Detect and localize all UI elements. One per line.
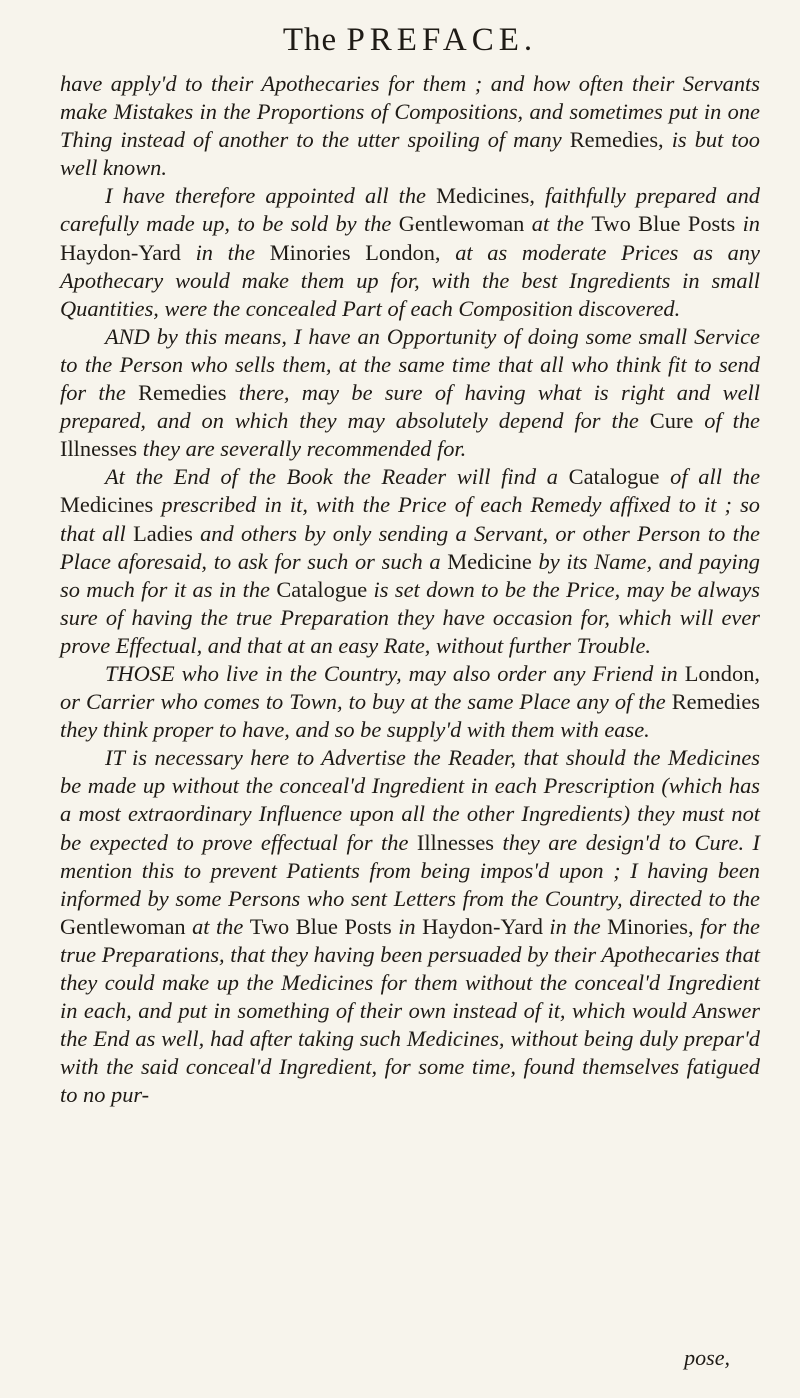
roman-text: Illnesses: [416, 829, 494, 855]
italic-text: at as moderate Prices as any Apothecary would make them up for, with the best Ingredients in small Quantities, were the concealed Part of each Composition discovered.: [60, 239, 760, 321]
italic-text: is but too well known.: [60, 127, 760, 181]
paragraph: [60, 660, 760, 744]
paragraph: [60, 182, 760, 322]
italic-text: prescribed in it, with the Price of each Remedy affixed to it ; so that all: [60, 492, 760, 546]
italic-text: for the true Preparations, that they having been persuaded by their Apothecaries that they could make up the Medicines for them without the conceal'd Ingredient in each, and put in something of their own instead of it, which would Answer the End as well, had after taking such Medicines, without being duly prepar'd with the said conceal'd Ingredient, for some time, found themselves fatigued to no pur-: [60, 913, 760, 1108]
roman-text: Remedies: [138, 380, 227, 406]
roman-text: Remedies: [671, 689, 760, 715]
paragraph: [60, 70, 760, 182]
italic-text: by its Name, and paying so much for it as in the: [60, 548, 760, 602]
roman-text: Cure: [649, 408, 694, 434]
body-text: [60, 70, 760, 1109]
italic-text: in: [391, 913, 423, 939]
italic-text: they are design'd to Cure. I mention this to prevent Patients from being impos'd upon ; I having been informed by some Persons who sent Letters from the Country, directed to the: [60, 829, 760, 911]
running-header: [60, 14, 760, 66]
page: [60, 14, 760, 1384]
roman-text: Haydon-Yard: [422, 913, 543, 939]
paragraph: [60, 463, 760, 660]
paragraph: [60, 323, 760, 463]
italic-text: they are severally recommended for.: [137, 436, 467, 462]
paragraph: [60, 744, 760, 1109]
roman-text: Catalogue: [276, 576, 368, 602]
italic-text: and others by only sending a Servant, or other Person to the Place aforesaid, to ask for such or such a: [60, 520, 760, 574]
italic-text: at the: [524, 211, 592, 237]
italic-text: have apply'd to their Apothecaries for them ; and how often their Servants make Mistakes in the Proportions of Compositions, and sometimes put in one Thing instead of another to the utter spoiling of many: [60, 71, 760, 153]
italic-text: of the: [693, 408, 760, 434]
italic-text: THOSE who live in the Country, may also order any Friend in: [105, 660, 685, 686]
roman-text: London,: [684, 660, 760, 686]
roman-text: Minories,: [607, 913, 694, 939]
roman-text: Catalogue: [568, 464, 660, 490]
italic-text: I have therefore appointed all the: [105, 183, 437, 209]
italic-text: they think proper to have, and so be supply'd with them with ease.: [60, 717, 650, 743]
italic-text: of all the: [659, 464, 761, 490]
italic-text: or Carrier who comes to Town, to buy at the same Place any of the: [60, 689, 672, 715]
header-prefix: The: [282, 22, 338, 58]
italic-text: in the: [180, 239, 270, 265]
roman-text: Medicine: [447, 548, 532, 574]
roman-text: Two Blue Posts: [591, 211, 736, 237]
italic-text: in the: [542, 913, 608, 939]
italic-text: IT is necessary here to Advertise the Reader, that should the Medicines be made up without the conceal'd Ingredient in each Prescription (which has a most extraordinary Influence upon all the other Ingredients) they must not be expected to prove effectual for the: [60, 745, 760, 855]
italic-text: faithfully prepared and carefully made up, to be sold by the: [60, 183, 761, 237]
roman-text: Minories London,: [269, 239, 441, 265]
roman-text: Illnesses: [60, 436, 138, 462]
roman-text: Two Blue Posts: [249, 913, 392, 939]
italic-text: AND by this means, I have an Opportunity of doing some small Service to the Person who sells them, at the same time that all who think fit to send for the: [60, 323, 760, 406]
italic-text: At the End of the Book the Reader will find a: [105, 464, 569, 490]
roman-text: Haydon-Yard: [60, 239, 181, 265]
roman-text: Ladies: [133, 520, 193, 546]
roman-text: Gentlewoman: [398, 211, 525, 237]
italic-text: in: [735, 211, 760, 237]
roman-text: Medicines: [60, 492, 154, 518]
italic-text: is set down to be the Price, may be always sure of having the true Preparation they have occasion for, which will ever prove Effectual, and that at an easy Rate, without further Trouble.: [60, 576, 760, 658]
roman-text: Gentlewoman: [60, 913, 186, 939]
roman-text: Medicines,: [436, 183, 535, 209]
italic-text: there, may be sure of having what is right and well prepared, and on which they may absolutely depend for the: [60, 380, 761, 434]
header-title: PREFACE.: [346, 22, 538, 58]
roman-text: Remedies,: [569, 127, 664, 153]
catchword: pose,: [684, 1345, 730, 1370]
italic-text: at the: [185, 913, 250, 939]
